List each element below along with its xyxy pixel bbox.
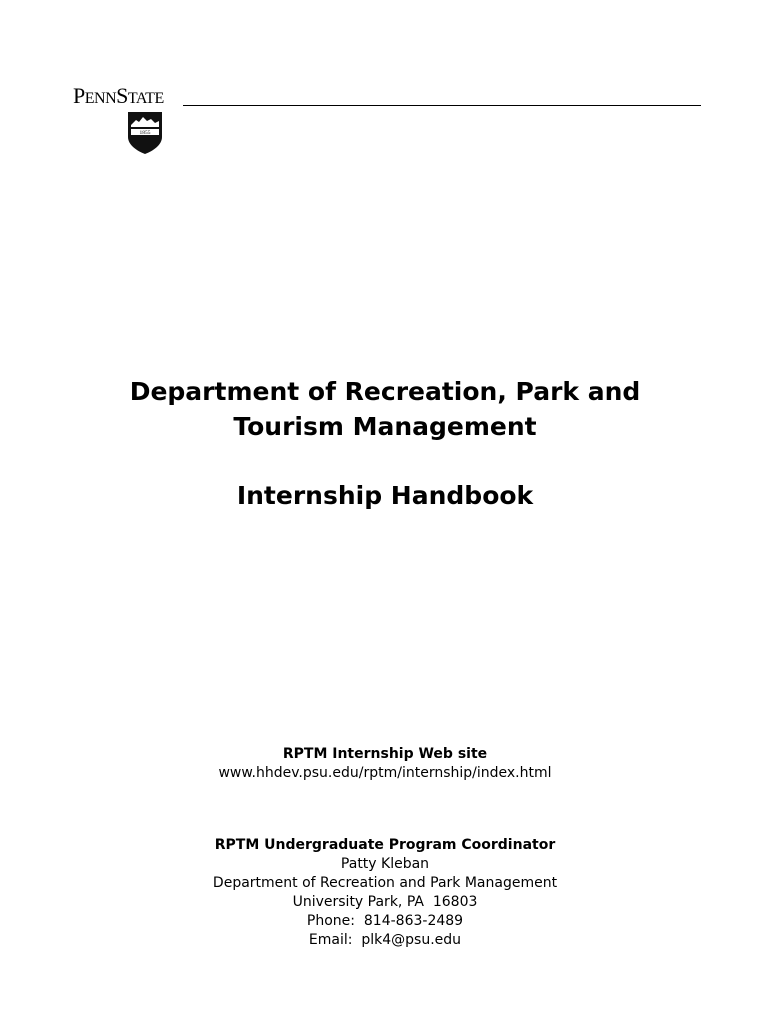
title-line-1: Department of Recreation, Park and: [129, 377, 641, 406]
seal-year: 1855: [139, 130, 151, 136]
document-subtitle: Internship Handbook: [236, 481, 534, 510]
contact-department: Department of Recreation and Park Management: [212, 875, 558, 891]
contact-name: Patty Kleban: [340, 856, 430, 872]
contact-section: [0, 836, 770, 950]
document-title: [0, 374, 770, 513]
pennstate-logo: PENNSTATE: [73, 83, 164, 108]
pennstate-shield-icon: [127, 111, 163, 155]
contact-email: Email: plk4@psu.edu: [308, 932, 462, 948]
website-url: www.hhdev.psu.edu/rptm/internship/index.html: [218, 765, 552, 781]
title-line-2: Tourism Management: [233, 412, 537, 441]
website-section: [0, 745, 770, 783]
contact-label: RPTM Undergraduate Program Coordinator: [214, 837, 556, 853]
contact-phone: Phone: 814-863-2489: [306, 913, 464, 929]
website-label: RPTM Internship Web site: [282, 746, 488, 762]
header-rule: [183, 105, 701, 106]
contact-address: University Park, PA 16803: [292, 894, 478, 910]
